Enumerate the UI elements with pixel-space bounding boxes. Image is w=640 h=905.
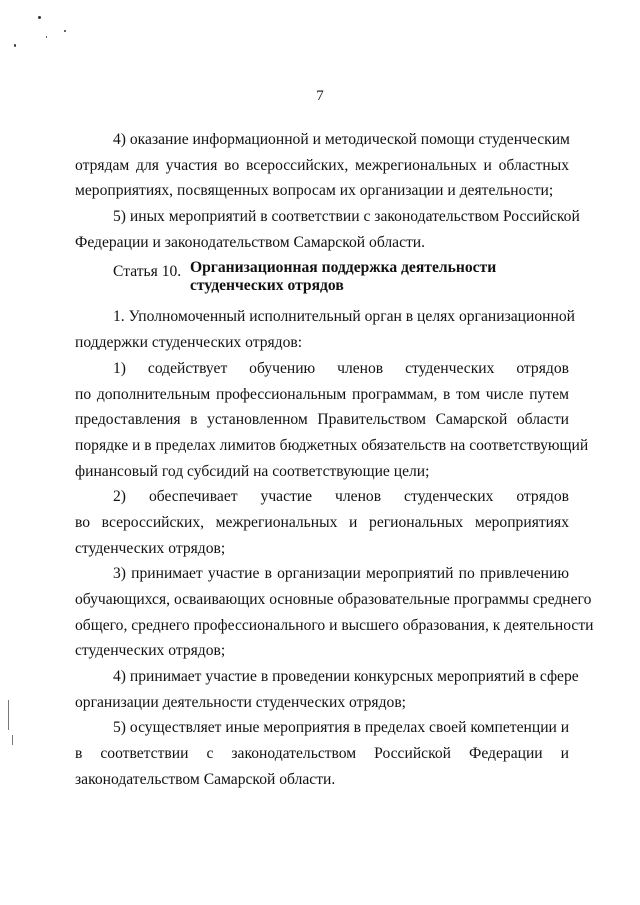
paragraph: [75, 561, 594, 664]
text-line: обучающихся, осваивающих основные образовательные программы среднего: [75, 591, 592, 608]
text-line: 2) обеспечивает участие членов студенческих отрядов: [113, 488, 569, 506]
scan-speck: [38, 16, 41, 19]
text-line: Федерации и законодательством Самарской области.: [75, 233, 426, 251]
scan-margin-mark: [12, 735, 13, 745]
paragraph: [75, 356, 589, 484]
text-line: финансовый год субсидий на соответствующие цели;: [75, 462, 430, 480]
article-label: Статья 10.: [113, 263, 182, 281]
text-line: 1) содействует обучению членов студенческих отрядов: [113, 359, 569, 377]
text-line: поддержки студенческих отрядов:: [75, 334, 303, 352]
text-line: 5) иных мероприятий в соответствии с законодательством Российской: [113, 208, 580, 226]
text-line: общего, среднего профессионального и высшего образования, к деятельности: [75, 616, 594, 634]
text-line: студенческих отрядов;: [75, 642, 226, 660]
text-line: по дополнительным профессиональным программам, в том числе путем: [75, 385, 569, 403]
text-line: предоставления в установленном Правительством Самарской области: [75, 411, 569, 429]
text-line: организации деятельности студенческих отрядов;: [75, 693, 407, 711]
scan-speck: [64, 30, 66, 32]
article-title: Организационная поддержка деятельности студенческих отрядов: [190, 259, 497, 295]
text-line: мероприятиях, посвященных вопросам их организации и деятельности;: [75, 182, 554, 200]
text-line: 5) осуществляет иные мероприятия в пределах своей компетенции и: [113, 719, 570, 737]
text-line: 4) принимает участие в проведении конкурсных мероприятий в сфере: [113, 668, 579, 686]
paragraph: [75, 664, 579, 715]
scan-margin-mark: [8, 700, 9, 730]
paragraph: [75, 204, 580, 255]
text-line: отрядам для участия во всероссийских, межрегиональных и областных: [75, 156, 569, 174]
scan-speck: [46, 36, 47, 38]
text-line: студенческих отрядов;: [75, 539, 226, 557]
paragraph: [75, 127, 569, 204]
paragraph: [75, 304, 575, 355]
page-number: 7: [316, 88, 324, 104]
text-line: в соответствии с законодательством Российской Федерации и: [75, 745, 569, 763]
article-heading: [75, 259, 569, 302]
text-line: 1. Уполномоченный исполнительный орган в целях организационной: [113, 308, 575, 326]
document-body: [75, 127, 594, 793]
text-line: законодательством Самарской области.: [75, 770, 336, 788]
text-line: во всероссийских, межрегиональных и региональных мероприятиях: [75, 513, 569, 531]
paragraph: [75, 484, 569, 561]
text-line: 3) принимает участие в организации мероприятий по привлечению: [113, 565, 569, 583]
paragraph: [75, 715, 569, 792]
scan-speck: [14, 44, 16, 47]
text-line: порядке и в пределах лимитов бюджетных обязательств на соответствующий: [75, 436, 589, 454]
text-line: 4) оказание информационной и методической помощи студенческим: [113, 131, 570, 148]
